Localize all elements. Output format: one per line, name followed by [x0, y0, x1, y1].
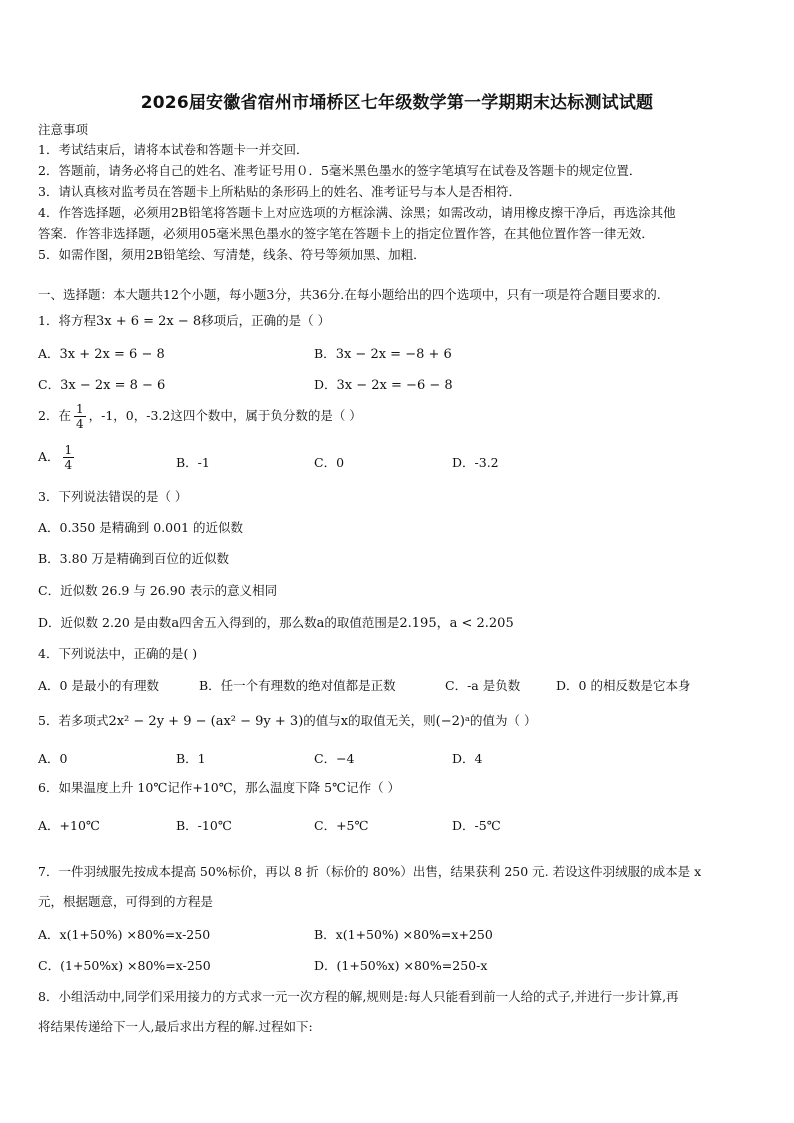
q1-stem-start: 1．将方程: [38, 313, 96, 328]
q7-option-a: A．x(1+50%) ×80%=x-250: [38, 927, 211, 942]
notice-item-1: 1．考试结束后，请将本试卷和答题卡一并交回．: [38, 142, 309, 157]
question-2-stem: [38, 402, 362, 431]
q5-expression: (−2)ᵃ: [435, 714, 470, 729]
q4-option-d: D．0 的相反数是它本身: [556, 678, 691, 693]
q5-option-d: D．4: [452, 751, 483, 766]
question-1-stem: [38, 312, 758, 331]
page-title: 2026届安徽省宿州市埇桥区七年级数学第一学期期末达标测试试题: [140, 93, 654, 113]
notice-item-4-cont: 答案．作答非选择题，必须用05毫米黑色墨水的签字笔在答题卡上的指定位置作答，在其他位置作答一律无效．: [38, 226, 654, 241]
q2-option-a-denominator: 4: [64, 458, 73, 472]
q5-var-x: x: [340, 714, 349, 729]
q5-stem-3: 的取值无关，则: [348, 713, 436, 728]
q2-option-b: B．-1: [176, 455, 210, 470]
q2-fraction: [74, 402, 86, 431]
q2-option-c: C．0: [314, 455, 345, 470]
q1-option-d-label: D．: [314, 377, 337, 392]
q5-stem-1: 5．若多项式: [38, 713, 109, 728]
question-8-line-1: 8．小组活动中,同学们采用接力的方式求一元一次方程的解,规则是:每人只能看到前一人给的式子,并进行一步计算,再: [38, 989, 679, 1004]
q4-option-b: B．任一个有理数的绝对值都是正数: [199, 678, 396, 693]
q3-var-a-1: a: [171, 616, 180, 631]
q3-option-c: C．近似数 26.9 与 26.90 表示的意义相同: [38, 583, 278, 598]
q1-option-b: [314, 344, 452, 362]
q6-option-d: D．-5℃: [452, 818, 501, 833]
q3-range: 2.195，a < 2.205: [399, 616, 514, 631]
q6-option-b: B．-10℃: [176, 818, 232, 833]
q3-option-d-text-3: 的取值范围是: [324, 615, 400, 630]
notice-item-2: 2．答题前，请务必将自己的姓名、准考证号用０．5毫米黑色墨水的签字笔填写在试卷及答题卡的规定位置．: [38, 163, 642, 178]
q1-option-b-text: 3x − 2x = −8 + 6: [335, 347, 452, 362]
q1-option-a: [38, 344, 165, 362]
q5-stem-4: 的值为（ ）: [469, 713, 537, 728]
q1-equation: 3x + 6 = 2x − 8: [95, 314, 202, 329]
notice-item-4: 4．作答选择题，必须用2B铅笔将答题卡上对应选项的方框涂满、涂黑；如需改动，请用橡皮擦干净后，再选涂其他: [38, 205, 676, 220]
q5-option-b: B．1: [176, 751, 206, 766]
q3-option-d-text-2: 四舍五入得到的，那么数: [179, 615, 317, 630]
q1-option-d: [314, 375, 453, 393]
q2-stem-start: 2．在: [38, 408, 71, 423]
q2-option-d: D．-3.2: [452, 455, 499, 470]
q6-option-c: C．+5℃: [314, 818, 369, 833]
q5-stem-2: 的值与: [303, 713, 341, 728]
q2-option-a-fraction: [63, 443, 75, 472]
q3-option-d: [38, 614, 758, 633]
notice-item-5: 5．如需作图，须用2B铅笔绘、写清楚，线条、符号等须加黑、加粗．: [38, 247, 426, 262]
q2-fraction-numerator: 1: [75, 402, 84, 416]
q5-option-a: A．0: [38, 751, 68, 766]
q3-option-a: A．0.350 是精确到 0.001 的近似数: [38, 520, 244, 535]
q2-fraction-denominator: 4: [75, 417, 84, 431]
q1-option-a-label: A．: [38, 346, 60, 361]
notice-item-3: 3．请认真核对监考员在答题卡上所粘贴的条形码上的姓名、准考证号与本人是否相符．: [38, 184, 521, 199]
q3-option-b: B．3.80 万是精确到百位的近似数: [38, 551, 229, 566]
q4-option-c: C．-a 是负数: [445, 678, 521, 693]
question-7-line-1: 7．一件羽绒服先按成本提高 50%标价，再以 8 折（标价的 80%）出售，结果获利 250 元. 若设这件羽绒服的成本是 x: [38, 864, 702, 879]
q6-option-a: A．+10℃: [38, 818, 100, 833]
notice-heading: 注意事项: [38, 122, 89, 137]
q7-option-c: C．(1+50%x) ×80%=x-250: [38, 958, 211, 973]
q2-option-a: [38, 443, 77, 472]
q1-option-c: [38, 375, 165, 393]
question-5-stem: [38, 712, 758, 731]
q1-option-c-text: 3x − 2x = 8 − 6: [60, 378, 166, 393]
q5-option-c: C．−4: [314, 751, 355, 766]
q1-option-c-label: C．: [38, 377, 61, 392]
q7-option-d: D．(1+50%x) ×80%=250-x: [314, 958, 488, 973]
q3-var-a-2: a: [316, 616, 325, 631]
q4-option-a: A．0 是最小的有理数: [38, 678, 159, 693]
question-4-stem: 4．下列说法中，正确的是( ): [38, 646, 198, 661]
q2-option-a-label: A．: [38, 449, 60, 464]
question-6-stem: 6．如果温度上升 10℃记作+10℃，那么温度下降 5℃记作（ ）: [38, 780, 401, 795]
q2-option-a-numerator: 1: [64, 443, 73, 457]
section-heading: 一、选择题：本大题共12个小题，每小题3分，共36分.在每小题给出的四个选项中，只有一项是符合题目要求的.: [38, 287, 661, 302]
q7-option-b: B．x(1+50%) ×80%=x+250: [314, 927, 493, 942]
q1-option-d-text: 3x − 2x = −6 − 8: [336, 378, 453, 393]
question-8-line-2: 将结果传递给下一人,最后求出方程的解.过程如下:: [38, 1019, 313, 1034]
q5-polynomial: 2x² − 2y + 9 − (ax² − 9y + 3): [108, 714, 304, 729]
q2-stem-end: ，-1，0，-3.2这四个数中，属于负分数的是（ ）: [88, 408, 362, 423]
q1-option-b-label: B．: [314, 346, 336, 361]
question-7-line-2: 元，根据题意，可得到的方程是: [38, 894, 214, 909]
question-3-stem: 3．下列说法错误的是（ ）: [38, 489, 188, 504]
q1-stem-end: 移项后，正确的是（ ）: [201, 313, 331, 328]
q3-option-d-text-1: D．近似数 2.20 是由数: [38, 615, 172, 630]
q1-option-a-text: 3x + 2x = 6 − 8: [59, 347, 165, 362]
